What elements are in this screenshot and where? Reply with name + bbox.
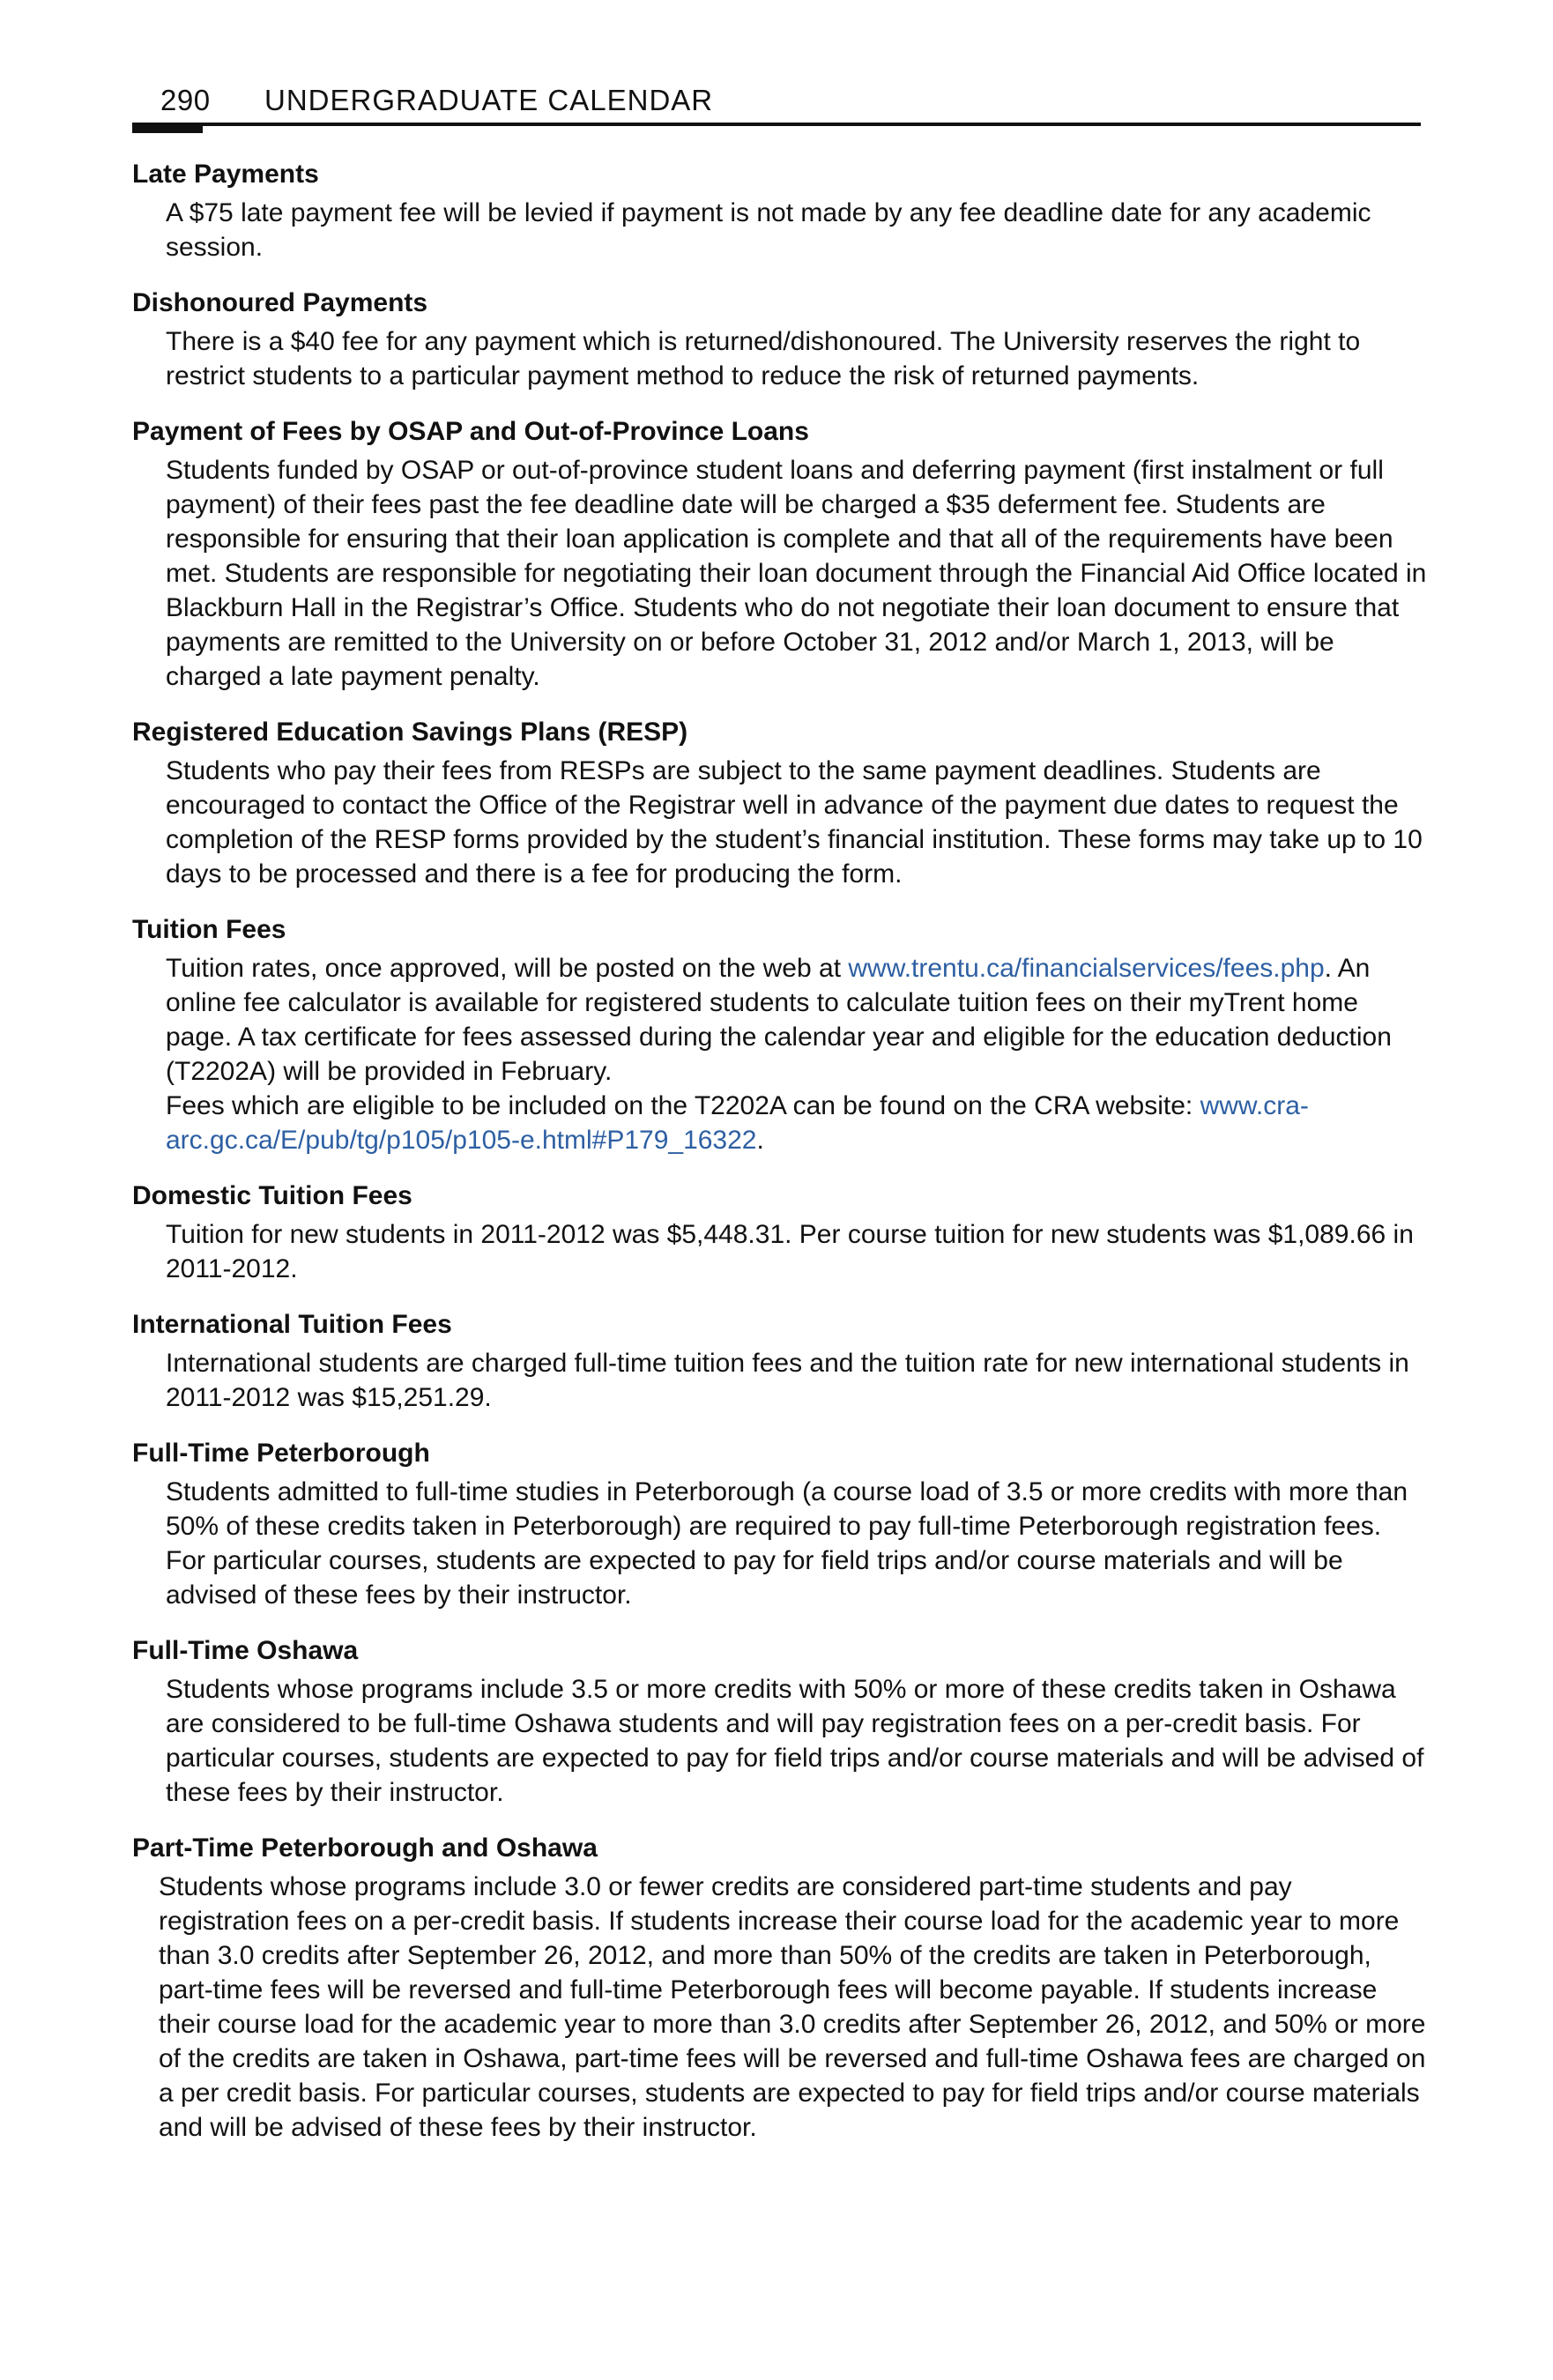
section-body [166, 324, 1428, 393]
section-heading: Registered Education Savings Plans (RESP) [132, 718, 688, 747]
section-part-time [132, 1831, 1428, 2145]
section-body [159, 1870, 1428, 2145]
section-body [166, 196, 1428, 264]
text-run: . [756, 1126, 764, 1155]
section-heading: Part-Time Peterborough and Oshawa [132, 1833, 598, 1863]
paragraph: Students whose programs include 3.5 or more credits with 50% or more of these credits taken in Oshawa are considered to be full-time Oshawa students and will pay registration fees on a per-credit basis. For particular courses, students are expected to pay for field trips and/or course materials and will be advised of these fees by their instructor. [166, 1675, 1424, 1807]
section-body [166, 1217, 1428, 1286]
header-rule [132, 123, 1421, 126]
paragraph: There is a $40 fee for any payment which is returned/dishonoured. The University reserves the right to restrict students to a particular payment method to reduce the risk of returned payments. [166, 327, 1361, 390]
text-run: Tuition rates, once approved, will be posted on the web at [166, 954, 849, 983]
section-international-tuition [132, 1307, 1428, 1415]
section-heading: Tuition Fees [132, 915, 286, 944]
section-heading: Dishonoured Payments [132, 288, 428, 317]
section-body [166, 1672, 1428, 1810]
section-heading: Late Payments [132, 160, 319, 189]
text-run: . An online fee calculator is available for registered students to calculate tuition fees on their myTrent home page. A tax certificate for fees assessed during the calendar year and eligible for the education deduction (T2202A) will be provided in February. [166, 954, 1392, 1086]
cra-website-link[interactable]: www.cra-arc.gc.ca/E/pub/tg/p105/p105-e.html#P179_16322 [166, 1091, 1309, 1155]
section-body [166, 951, 1428, 1157]
section-heading: Domestic Tuition Fees [132, 1181, 412, 1210]
section-tuition-fees [132, 912, 1428, 1157]
section-heading: Full-Time Oshawa [132, 1636, 359, 1665]
page-header [132, 81, 1421, 134]
paragraph [166, 1089, 1428, 1157]
section-body [166, 754, 1428, 891]
page-number: 290 [160, 84, 211, 116]
header-tab-marker [132, 123, 203, 133]
section-resp [132, 715, 1428, 891]
text-run: Fees which are eligible to be included on the T2202A can be found on the CRA website: [166, 1091, 1200, 1120]
section-full-time-peterborough [132, 1436, 1428, 1612]
paragraph: International students are charged full-time tuition fees and the tuition rate for new international students in 2011-2012 was $15,251.29. [166, 1349, 1409, 1412]
financial-services-link[interactable]: www.trentu.ca/financialservices/fees.php [848, 954, 1325, 983]
section-late-payments [132, 157, 1428, 264]
section-body [166, 1475, 1428, 1612]
paragraph [166, 951, 1428, 1089]
paragraph: Students admitted to full-time studies in Peterborough (a course load of 3.5 or more credits with more than 50% of these credits taken in Peterborough) are required to pay full-time Peterborough registration fees. For particular courses, students are expected to pay for field trips and/or course materials and will be advised of these fees by their instructor. [166, 1477, 1408, 1610]
paragraph: Students funded by OSAP or out-of-province student loans and deferring payment (first instalment or full payment) of their fees past the fee deadline date will be charged a $35 deferment fee. Students are responsible for ensuring that their loan application is complete and that all of the requirements have been met. Students are responsible for negotiating their loan document through the Financial Aid Office located in Blackburn Hall in the Registrar’s Office. Students who do not negotiate their loan document to ensure that payments are remitted to the University on or before October 31, 2012 and/or March 1, 2013, will be charged a late payment penalty. [166, 456, 1427, 691]
section-dishonoured-payments [132, 286, 1428, 393]
section-heading: Full-Time Peterborough [132, 1439, 430, 1468]
paragraph: Tuition for new students in 2011-2012 was $5,448.31. Per course tuition for new students was $1,089.66 in 2011-2012. [166, 1220, 1414, 1283]
paragraph: A $75 late payment fee will be levied if payment is not made by any fee deadline date for any academic session. [166, 198, 1371, 262]
section-full-time-oshawa [132, 1633, 1428, 1810]
section-heading: Payment of Fees by OSAP and Out-of-Province Loans [132, 417, 809, 446]
section-heading: International Tuition Fees [132, 1310, 452, 1339]
running-title: UNDERGRADUATE CALENDAR [264, 84, 714, 116]
paragraph: Students whose programs include 3.0 or fewer credits are considered part-time students and pay registration fees on a per-credit basis. If students increase their course load for the academic year to more than 3.0 credits after September 26, 2012, and more than 50% of the credits are taken in Peterborough, part-time fees will be reversed and full-time Peterborough fees will become payable. If students increase their course load for the academic year to more than 3.0 credits after September 26, 2012, and 50% or more of the credits are taken in Oshawa, part-time fees will be reversed and full-time Oshawa fees are charged on a per credit basis. For particular courses, students are expected to pay for field trips and/or course materials and will be advised of these fees by their instructor. [159, 1872, 1426, 2142]
section-domestic-tuition [132, 1179, 1428, 1286]
section-osap-loans [132, 414, 1428, 694]
section-body [166, 453, 1428, 694]
section-body [166, 1346, 1428, 1415]
page-content [132, 157, 1428, 2166]
paragraph: Students who pay their fees from RESPs are subject to the same payment deadlines. Students are encouraged to contact the Office of the Registrar well in advance of the payment due dates to request the completion of the RESP forms provided by the student’s financial institution. These forms may take up to 10 days to be processed and there is a fee for producing the form. [166, 756, 1423, 889]
